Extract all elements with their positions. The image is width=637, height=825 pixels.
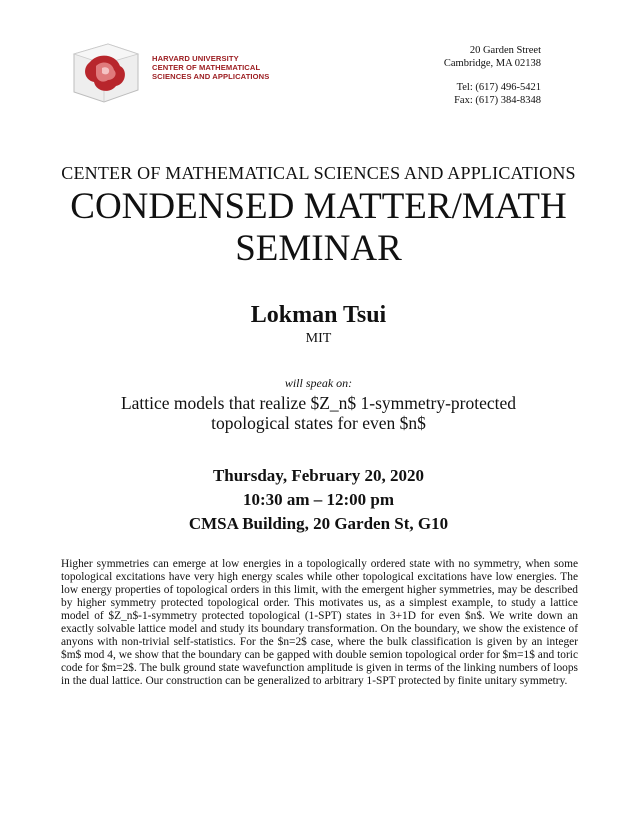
cube-logo-icon bbox=[68, 40, 146, 108]
seminar-title bbox=[0, 186, 637, 270]
fax-number: Fax: (617) 384-8348 bbox=[454, 95, 541, 106]
contact-block bbox=[444, 44, 541, 107]
seminar-title-line: CONDENSED MATTER/MATH bbox=[70, 186, 567, 227]
speaker-name: Lokman Tsui bbox=[250, 302, 387, 328]
cmsa-logo bbox=[68, 40, 288, 108]
talk-title-line: Lattice models that realize $Z_n$ 1-symmetry-protected bbox=[120, 393, 517, 413]
talk-title-line: topological states for even $n$ bbox=[211, 413, 426, 433]
logo-line: HARVARD UNIVERSITY bbox=[152, 54, 239, 63]
speaker-affiliation: MIT bbox=[305, 331, 332, 346]
event-details bbox=[0, 464, 637, 536]
event-location: CMSA Building, 20 Garden St, G10 bbox=[188, 514, 449, 533]
logo-line: CENTER OF MATHEMATICAL bbox=[152, 63, 261, 72]
event-time: 10:30 am – 12:00 pm bbox=[242, 490, 395, 509]
logo-wordmark bbox=[152, 54, 269, 81]
talk-title bbox=[0, 393, 637, 433]
street-address: 20 Garden Street bbox=[469, 45, 541, 56]
abstract-text: Higher symmetries can emerge at low energies in a topologically ordered state with no symmetry, when some topological excitations have very high energy scales while other topological excitations have low energies. The low energy properties of topological orders in this limit, with the emergent higher symmetries, may be described by higher symmetry protected topological order. This motivates us, as a simplest example, to study a lattice model of $Z_n$-1-symmetry protected topological (1-SPT) states in 3+1D for even $n$. We write down an exactly solvable lattice model and study its boundary transformation. On the boundary, we show the existence of anyons with non-trivial self-statistics. For the $n=2$ case, where the bulk classification is given by an integer $m$ mod 4, we show that the boundary can be gapped with double semion topological order for $m=1$ and toric code for $m=2$. The bulk ground state wavefunction amplitude is given in terms of the linking numbers of loops in the dual lattice. Our construction can be generalized to arbitrary 1-SPT protected by finite unitary symmetry. bbox=[61, 558, 578, 687]
event-date: Thursday, February 20, 2020 bbox=[212, 466, 425, 485]
seminar-title-line: SEMINAR bbox=[235, 228, 402, 269]
phone-number: Tel: (617) 496-5421 bbox=[456, 82, 541, 93]
logo-line: SCIENCES AND APPLICATIONS bbox=[152, 72, 270, 81]
will-speak-label: will speak on: bbox=[284, 376, 353, 390]
city-address: Cambridge, MA 02138 bbox=[443, 58, 541, 69]
organization-heading: CENTER OF MATHEMATICAL SCIENCES AND APPLICATIONS bbox=[61, 163, 576, 183]
